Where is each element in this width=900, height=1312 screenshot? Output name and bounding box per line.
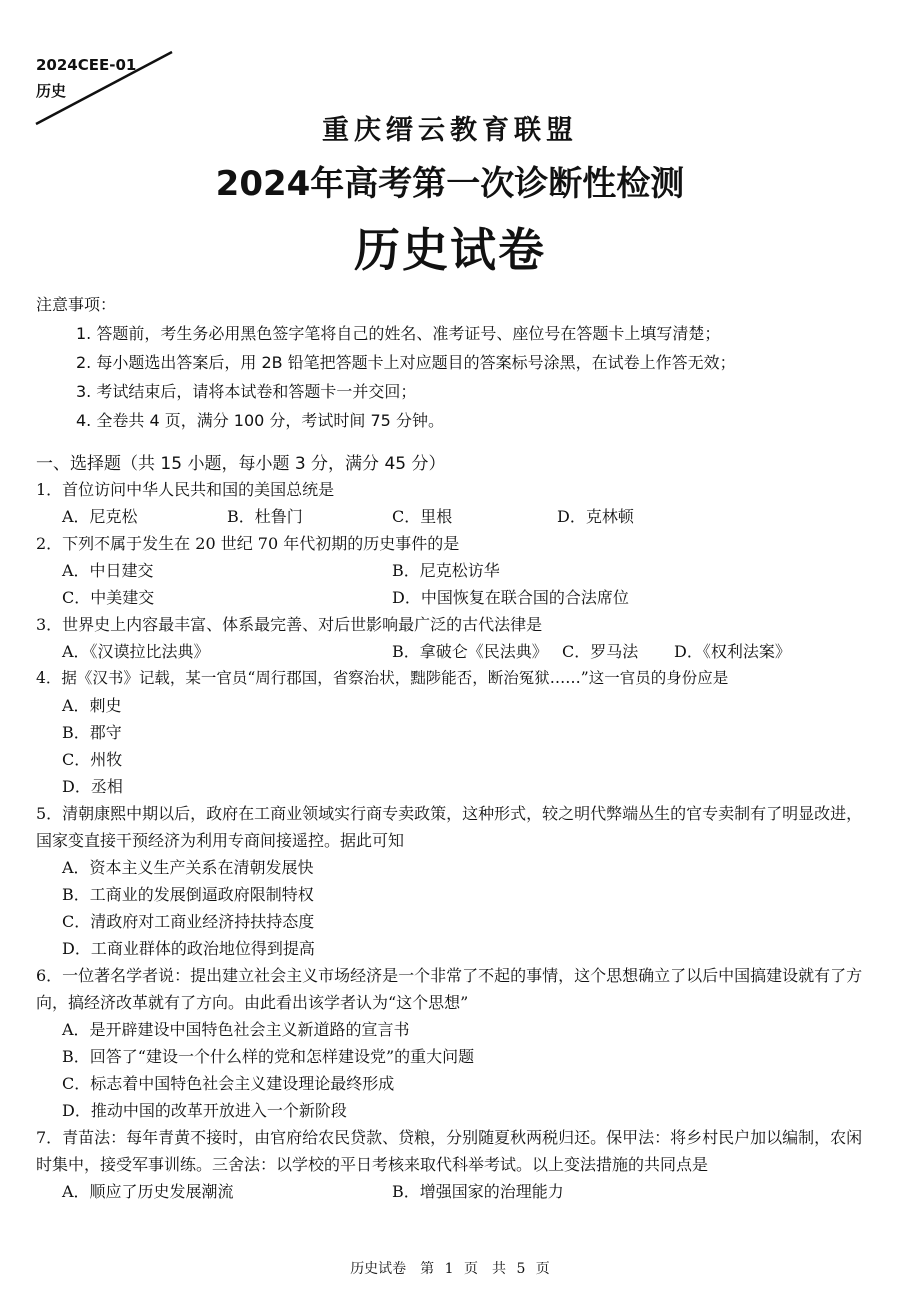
exam-title: 2024年高考第一次诊断性检测 bbox=[215, 164, 685, 204]
option: D．克林顿 bbox=[557, 507, 634, 526]
option: C．里根 bbox=[392, 507, 453, 526]
option: C．中美建交 bbox=[62, 588, 155, 607]
option: C．清政府对工商业经济持扶持态度 bbox=[62, 912, 315, 931]
note-item: 1. 答题前，考生务必用黑色签字笔将自己的姓名、准考证号、座位号在答题卡上填写清楚； bbox=[76, 324, 721, 343]
option: A．《汉谟拉比法典》 bbox=[62, 642, 210, 661]
option: B．杜鲁门 bbox=[227, 507, 303, 526]
option: A．顺应了历史发展潮流 bbox=[62, 1182, 234, 1201]
option: C．标志着中国特色社会主义建设理论最终形成 bbox=[62, 1074, 395, 1093]
option: B．工商业的发展倒逼政府限制特权 bbox=[62, 885, 314, 904]
notes-section bbox=[36, 290, 876, 435]
option: A．资本主义生产关系在清朝发展快 bbox=[62, 858, 314, 877]
option: B．郡守 bbox=[62, 723, 122, 742]
option-row bbox=[36, 557, 876, 584]
question-stem: 1．首位访问中华人民共和国的美国总统是 bbox=[36, 480, 335, 499]
option: A．是开辟建设中国特色社会主义新道路的宣言书 bbox=[62, 1020, 410, 1039]
option: A．中日建交 bbox=[62, 561, 154, 580]
option: C．州牧 bbox=[62, 750, 123, 769]
option: B．增强国家的治理能力 bbox=[392, 1182, 564, 1201]
question-stem: 2．下列不属于发生在 20 世纪 70 年代初期的历史事件的是 bbox=[36, 534, 460, 553]
exam-code: 2024CEE-01 bbox=[36, 56, 137, 74]
option: C．罗马法 bbox=[562, 642, 639, 661]
option-row bbox=[36, 503, 876, 530]
note-item: 2. 每小题选出答案后，用 2B 铅笔把答题卡上对应题目的答案标号涂黑，在试卷上作答无效； bbox=[76, 353, 736, 372]
option: A．刺史 bbox=[62, 696, 122, 715]
page-footer: 历史试卷 第 1 页 共 5 页 bbox=[350, 1261, 550, 1277]
option: D．《权利法案》 bbox=[674, 642, 791, 661]
question-stem: 3．世界史上内容最丰富、体系最完善、对后世影响最广泛的古代法律是 bbox=[36, 615, 543, 634]
question-stem: 7．青苗法：每年青黄不接时，由官府给农民贷款、贷粮，分别随夏秋两税归还。保甲法：将乡村民户加以编制，农闲时集中，接受军事训练。三舍法：以学校的平日考核来取代科举考试。以上变法措施的共同点是 bbox=[36, 1128, 863, 1174]
section-title: 一、选择题（共 15 小题，每小题 3 分，满分 45 分） bbox=[36, 454, 446, 474]
option: B．回答了“建设一个什么样的党和怎样建设党”的重大问题 bbox=[62, 1047, 475, 1066]
option-row bbox=[36, 1178, 876, 1205]
option-row bbox=[36, 584, 876, 611]
option: A．尼克松 bbox=[62, 507, 138, 526]
question-list bbox=[36, 476, 876, 1205]
note-item: 4. 全卷共 4 页，满分 100 分，考试时间 75 分钟。 bbox=[76, 411, 444, 430]
option: B．拿破仑《民法典》 bbox=[392, 642, 548, 661]
option: D．推动中国的改革开放进入一个新阶段 bbox=[62, 1101, 347, 1120]
option: B．尼克松访华 bbox=[392, 561, 500, 580]
org-title: 重庆缙云教育联盟 bbox=[322, 115, 578, 146]
question-stem: 6．一位著名学者说：提出建立社会主义市场经济是一个非常了不起的事情，这个思想确立了以后中国搞建设就有了方向，搞经济改革就有了方向。由此看出该学者认为“这个思想” bbox=[36, 966, 863, 1012]
option: D．中国恢复在联合国的合法席位 bbox=[392, 588, 629, 607]
subject-label: 历史 bbox=[36, 82, 67, 100]
question-stem: 5．清朝康熙中期以后，政府在工商业领域实行商专卖政策，这种形式，较之明代弊端丛生的官专卖制有了明显改进，国家变直接干预经济为利用专商间接遥控。据此可知 bbox=[36, 804, 863, 850]
option: D．丞相 bbox=[62, 777, 123, 796]
note-item: 3. 考试结束后，请将本试卷和答题卡一并交回； bbox=[76, 382, 417, 401]
question-stem: 4．据《汉书》记载，某一官员“周行郡国，省察治状，黜陟能否，断治冤狱……”这一官员的身份应是 bbox=[36, 669, 729, 687]
notes-label: 注意事项： bbox=[36, 295, 117, 314]
option-row bbox=[36, 638, 876, 665]
paper-title: 历史试卷 bbox=[354, 223, 546, 277]
option: D．工商业群体的政治地位得到提高 bbox=[62, 939, 315, 958]
